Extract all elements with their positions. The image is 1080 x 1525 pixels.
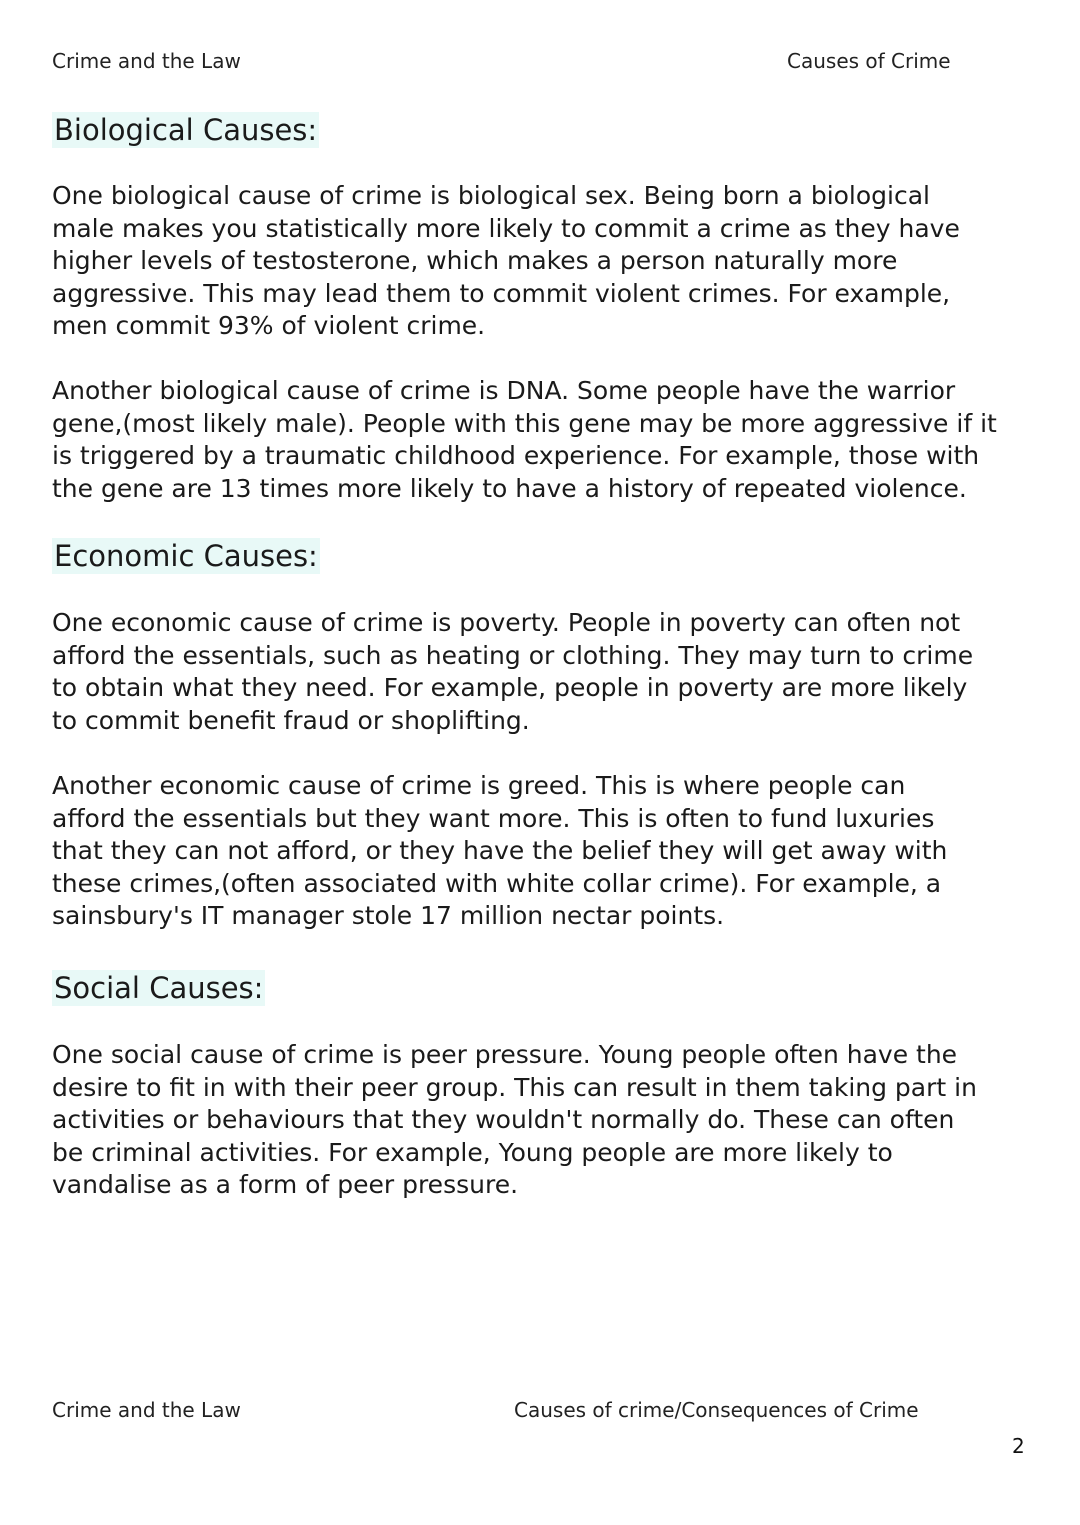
text-line: afford the essentials, such as heating or clothing. They may turn to crime [52, 640, 974, 670]
header-right: Causes of Crime [787, 49, 951, 73]
page-number: 2 [1012, 1434, 1025, 1458]
paragraph-biological-dna [52, 375, 1027, 505]
text-line: higher levels of testosterone, which makes a person naturally more [52, 246, 898, 276]
paragraph-economic-greed [52, 770, 1027, 933]
footer-right: Causes of crime/Consequences of Crime [514, 1398, 919, 1422]
text-line: desire to fit in with their peer group. This can result in them taking part in [52, 1072, 977, 1102]
text-line: men commit 93% of violent crime. [52, 311, 486, 341]
text-line: that they can not afford, or they have the belief they will get away with [52, 836, 948, 866]
text-line: sainsbury's IT manager stole 17 million nectar points. [52, 901, 725, 931]
text-line: these crimes,(often associated with white collar crime). For example, a [52, 868, 942, 898]
text-line: male makes you statistically more likely to commit a crime as they have [52, 213, 960, 243]
text-line: aggressive. This may lead them to commit violent crimes. For example, [52, 278, 951, 308]
text-line: gene,(most likely male). People with this gene may be more aggressive if it [52, 408, 997, 438]
paragraph-social-peer-pressure [52, 1039, 1027, 1202]
text-line: activities or behaviours that they wouldn't normally do. These can often [52, 1105, 955, 1135]
section-heading-biological: Biological Causes: [54, 113, 318, 147]
text-line: be criminal activities. For example, Young people are more likely to [52, 1137, 893, 1167]
text-line: Another economic cause of crime is greed. This is where people can [52, 771, 906, 800]
text-line: Another biological cause of crime is DNA. Some people have the warrior [52, 376, 956, 405]
section-heading-economic: Economic Causes: [54, 539, 318, 573]
text-line: to obtain what they need. For example, people in poverty are more likely [52, 673, 968, 703]
section-heading-social: Social Causes: [54, 971, 264, 1005]
text-line: One economic cause of crime is poverty. People in poverty can often not [52, 608, 961, 637]
text-line: afford the essentials but they want more. This is often to fund luxuries [52, 803, 935, 833]
text-line: is triggered by a traumatic childhood experience. For example, those with [52, 441, 980, 471]
paragraph-biological-sex [52, 180, 1027, 343]
text-line: to commit benefit fraud or shoplifting. [52, 705, 530, 735]
text-line: the gene are 13 times more likely to have a history of repeated violence. [52, 473, 967, 503]
paragraph-economic-poverty [52, 607, 1027, 737]
footer-left: Crime and the Law [52, 1398, 241, 1422]
text-line: vandalise as a form of peer pressure. [52, 1170, 519, 1200]
header-left: Crime and the Law [52, 49, 241, 73]
text-line: One social cause of crime is peer pressure. Young people often have the [52, 1040, 958, 1069]
text-line: One biological cause of crime is biological sex. Being born a biological [52, 181, 931, 210]
